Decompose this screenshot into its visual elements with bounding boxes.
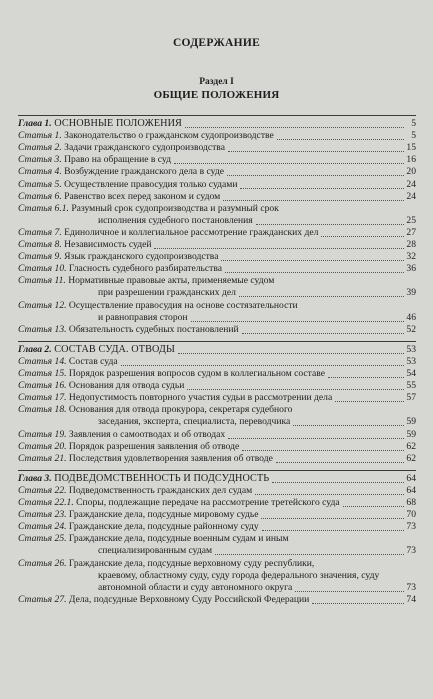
entry-title: Право на обращение в суд <box>61 154 172 166</box>
entry-prefix: Статья 5. <box>18 178 62 190</box>
page-number: 36 <box>406 263 416 275</box>
entry-title: Задачи гражданского судопроизводства <box>61 142 225 154</box>
entry-prefix: Статья 6. <box>18 190 62 202</box>
entry-title: Гражданские дела, подсудные районному суду <box>66 521 259 533</box>
page-number: 16 <box>406 154 416 166</box>
leader-dots <box>261 518 404 519</box>
continuation-text: краевому, областному суду, суду города федерального значения, суду <box>98 569 380 581</box>
entry-continuation <box>98 570 416 582</box>
leader-dots <box>178 353 404 354</box>
leader-dots <box>187 389 404 390</box>
page-number: 15 <box>406 142 416 154</box>
entry-prefix: Статья 12. <box>18 299 67 311</box>
leader-dots <box>242 333 404 334</box>
page-number: 59 <box>406 416 416 428</box>
toc-article <box>18 441 416 453</box>
entry-prefix: Статья 22.1. <box>18 497 74 508</box>
entry-prefix: Статья 23. <box>18 509 67 521</box>
toc-article <box>18 509 416 521</box>
toc-article <box>18 368 416 380</box>
entry-prefix: Статья 11. <box>18 275 66 287</box>
entry-title: Последствия удовлетворения заявления об отводе <box>66 452 273 464</box>
page-number: 5 <box>411 118 416 129</box>
entry-prefix: Глава 1. <box>18 118 52 129</box>
entry-continuation <box>98 545 416 557</box>
toc-article <box>18 485 416 497</box>
leader-dots <box>255 494 404 495</box>
entry-prefix: Статья 14. <box>18 355 67 367</box>
leader-dots <box>343 506 404 507</box>
entry-prefix: Статья 9. <box>18 251 62 263</box>
toc-article <box>18 594 416 606</box>
toc-article <box>18 404 416 416</box>
entry-prefix: Статья 6.1. <box>18 202 69 214</box>
leader-dots <box>335 401 404 402</box>
entry-title: Единоличное и коллегиальное рассмотрение гражданских дел <box>61 226 319 238</box>
page-number: 24 <box>406 178 416 190</box>
page-number: 73 <box>406 521 416 533</box>
entry-title: Порядок разрешения заявления об отводе <box>66 440 240 452</box>
section-number: Раздел I <box>199 77 234 87</box>
toc-article <box>18 154 416 166</box>
leader-dots <box>239 296 404 297</box>
continuation-text: специализированным судам <box>98 545 213 557</box>
entry-title: Независимость судей <box>61 239 152 250</box>
page-number: 28 <box>406 239 416 250</box>
page-number: 24 <box>406 190 416 202</box>
leader-dots <box>256 224 404 225</box>
entry-prefix: Статья 2. <box>18 142 62 154</box>
toc-article <box>18 166 416 178</box>
leader-dots <box>215 554 404 555</box>
entry-title: Осуществление правосудия на основе состязательности <box>66 299 298 311</box>
leader-dots <box>174 163 404 164</box>
entry-continuation <box>98 312 416 324</box>
leader-dots <box>227 175 404 176</box>
leader-dots <box>240 188 404 189</box>
entry-title: Основания для отвода прокурора, секретаря судебного <box>66 404 293 416</box>
entry-prefix: Статья 19. <box>18 428 67 440</box>
toc-article <box>18 533 416 545</box>
entry-prefix: Статья 13. <box>18 323 67 335</box>
entry-prefix: Статья 25. <box>18 533 67 545</box>
entry-title: Разумный срок судопроизводства и разумный срок <box>68 202 279 214</box>
page-number: 27 <box>406 226 416 238</box>
toc-article <box>18 179 416 191</box>
leader-dots <box>262 530 404 531</box>
page-number: 32 <box>406 251 416 263</box>
chapter-rule <box>18 470 416 471</box>
toc-chapter <box>18 118 416 130</box>
leader-dots <box>185 127 404 128</box>
entry-title: Споры, подлежащие передаче на рассмотрение третейского суда <box>73 497 340 508</box>
toc-article <box>18 191 416 203</box>
toc-article <box>18 497 416 509</box>
page-number: 68 <box>406 497 416 508</box>
toc-article <box>18 392 416 404</box>
leader-dots <box>154 248 404 249</box>
entry-prefix: Статья 10. <box>18 263 67 275</box>
entry-title: Язык гражданского судопроизводства <box>61 251 219 263</box>
toc-article <box>18 142 416 154</box>
continuation-text: при разрешении гражданских дел <box>98 287 236 299</box>
toc-article <box>18 324 416 336</box>
page-number: 53 <box>406 355 416 367</box>
entry-prefix: Статья 20. <box>18 440 67 452</box>
entry-prefix: Статья 21. <box>18 452 67 464</box>
entry-prefix: Статья 24. <box>18 521 67 533</box>
continuation-text: автономной области и суду автономного округа <box>98 581 293 593</box>
page-number: 25 <box>406 214 416 226</box>
page-number: 52 <box>406 323 416 335</box>
entry-title: Осуществление правосудия только судами <box>61 178 238 190</box>
leader-dots <box>293 425 404 426</box>
entry-prefix: Статья 7. <box>18 226 62 238</box>
leader-dots <box>228 151 404 152</box>
toc-article <box>18 275 416 287</box>
entry-title: Состав суда <box>66 355 118 367</box>
page-number: 74 <box>406 593 416 605</box>
toc-article <box>18 239 416 251</box>
leader-dots <box>276 462 404 463</box>
leader-dots <box>321 236 404 237</box>
leader-dots <box>242 450 404 451</box>
leader-dots <box>191 321 404 322</box>
page-number: 73 <box>406 581 416 593</box>
toc-article <box>18 429 416 441</box>
toc-chapter <box>18 344 416 356</box>
entry-prefix: Статья 8. <box>18 239 62 250</box>
page-title: СОДЕРЖАНИЕ <box>172 37 261 49</box>
chapter-rule <box>18 115 416 116</box>
page-number: 70 <box>406 509 416 521</box>
chapter-rule <box>18 341 416 342</box>
continuation-text: исполнения судебного постановления <box>98 214 253 226</box>
entry-prefix: Статья 18. <box>18 404 67 416</box>
entry-title: Недопустимость повторного участия судьи в рассмотрении дела <box>66 392 333 404</box>
entry-prefix: Статья 22. <box>18 484 67 496</box>
entry-title: Возбуждение гражданского дела в суде <box>61 166 224 178</box>
page-number: 64 <box>406 484 416 496</box>
entry-prefix: Статья 4. <box>18 166 62 178</box>
entry-prefix: Глава 2. <box>18 343 52 355</box>
toc-article <box>18 227 416 239</box>
toc-article <box>18 300 416 312</box>
entry-prefix: Статья 16. <box>18 380 67 392</box>
leader-dots <box>312 603 404 604</box>
leader-dots <box>225 272 404 273</box>
toc-article <box>18 453 416 465</box>
continuation-text: и равноправия сторон <box>98 311 188 323</box>
toc-article <box>18 521 416 533</box>
leader-dots <box>277 139 404 140</box>
entry-title: Гражданские дела, подсудные верховному суду республики, <box>66 557 315 569</box>
entry-title: Порядок разрешения вопросов судом в коллегиальном составе <box>66 368 325 379</box>
toc-chapter <box>18 473 416 485</box>
leader-dots <box>328 377 404 378</box>
entry-title: Гражданские дела, подсудные мировому судье <box>66 509 259 521</box>
leader-dots <box>272 482 404 483</box>
page-number: 5 <box>411 130 416 142</box>
toc-article <box>18 558 416 570</box>
toc-article <box>18 203 416 215</box>
page-number: 39 <box>406 287 416 299</box>
entry-continuation <box>98 215 416 227</box>
leader-dots <box>228 438 404 439</box>
entry-title: Основания для отвода судьи <box>66 380 185 392</box>
entry-continuation <box>98 416 416 428</box>
entry-title: ОСНОВНЫЕ ПОЛОЖЕНИЯ <box>51 118 182 129</box>
entry-title: СОСТАВ СУДА. ОТВОДЫ <box>51 343 175 355</box>
continuation-text: заседания, эксперта, специалиста, переводчика <box>98 416 291 428</box>
leader-dots <box>295 591 404 592</box>
page-number: 62 <box>406 452 416 464</box>
page-number: 73 <box>406 545 416 557</box>
entry-prefix: Глава 3. <box>18 472 52 484</box>
page-number: 57 <box>406 392 416 404</box>
entry-title: Обязательность судебных постановлений <box>66 323 239 335</box>
page-number: 54 <box>406 368 416 379</box>
section-name: ОБЩИЕ ПОЛОЖЕНИЯ <box>153 89 280 101</box>
entry-title: Дела, подсудные Верховному Суду Российской Федерации <box>66 593 310 605</box>
toc-article <box>18 380 416 392</box>
entry-title: Нормативные правовые акты, применяемые судом <box>65 275 275 287</box>
entry-title: Гражданские дела, подсудные военным судам и иным <box>66 533 289 545</box>
entry-continuation <box>98 582 416 594</box>
page-number: 59 <box>406 428 416 440</box>
page-number: 20 <box>406 166 416 178</box>
leader-dots <box>221 260 404 261</box>
entry-prefix: Статья 15. <box>18 368 67 379</box>
leader-dots <box>121 365 404 366</box>
page-number: 62 <box>406 440 416 452</box>
page-number: 64 <box>406 472 416 484</box>
page-number: 53 <box>406 343 416 355</box>
entry-continuation <box>98 287 416 299</box>
page-number: 55 <box>406 380 416 392</box>
entry-title: Законодательство о гражданском судопроизводстве <box>61 130 274 142</box>
entry-title: Заявления о самоотводах и об отводах <box>66 428 226 440</box>
toc-article <box>18 263 416 275</box>
toc-article <box>18 251 416 263</box>
toc-article <box>18 130 416 142</box>
leader-dots <box>223 200 404 201</box>
entry-prefix: Статья 27. <box>18 593 67 605</box>
entry-title: Гласность судебного разбирательства <box>66 263 223 275</box>
page-number: 46 <box>406 311 416 323</box>
entry-title: Равенство всех перед законом и судом <box>61 190 221 202</box>
toc-article <box>18 356 416 368</box>
entry-prefix: Статья 26. <box>18 557 67 569</box>
entry-prefix: Статья 17. <box>18 392 67 404</box>
entry-prefix: Статья 1. <box>18 130 62 142</box>
entry-title: ПОДВЕДОМСТВЕННОСТЬ И ПОДСУДНОСТЬ <box>51 472 270 484</box>
entry-title: Подведомственность гражданских дел судам <box>66 484 253 496</box>
entry-prefix: Статья 3. <box>18 154 62 166</box>
